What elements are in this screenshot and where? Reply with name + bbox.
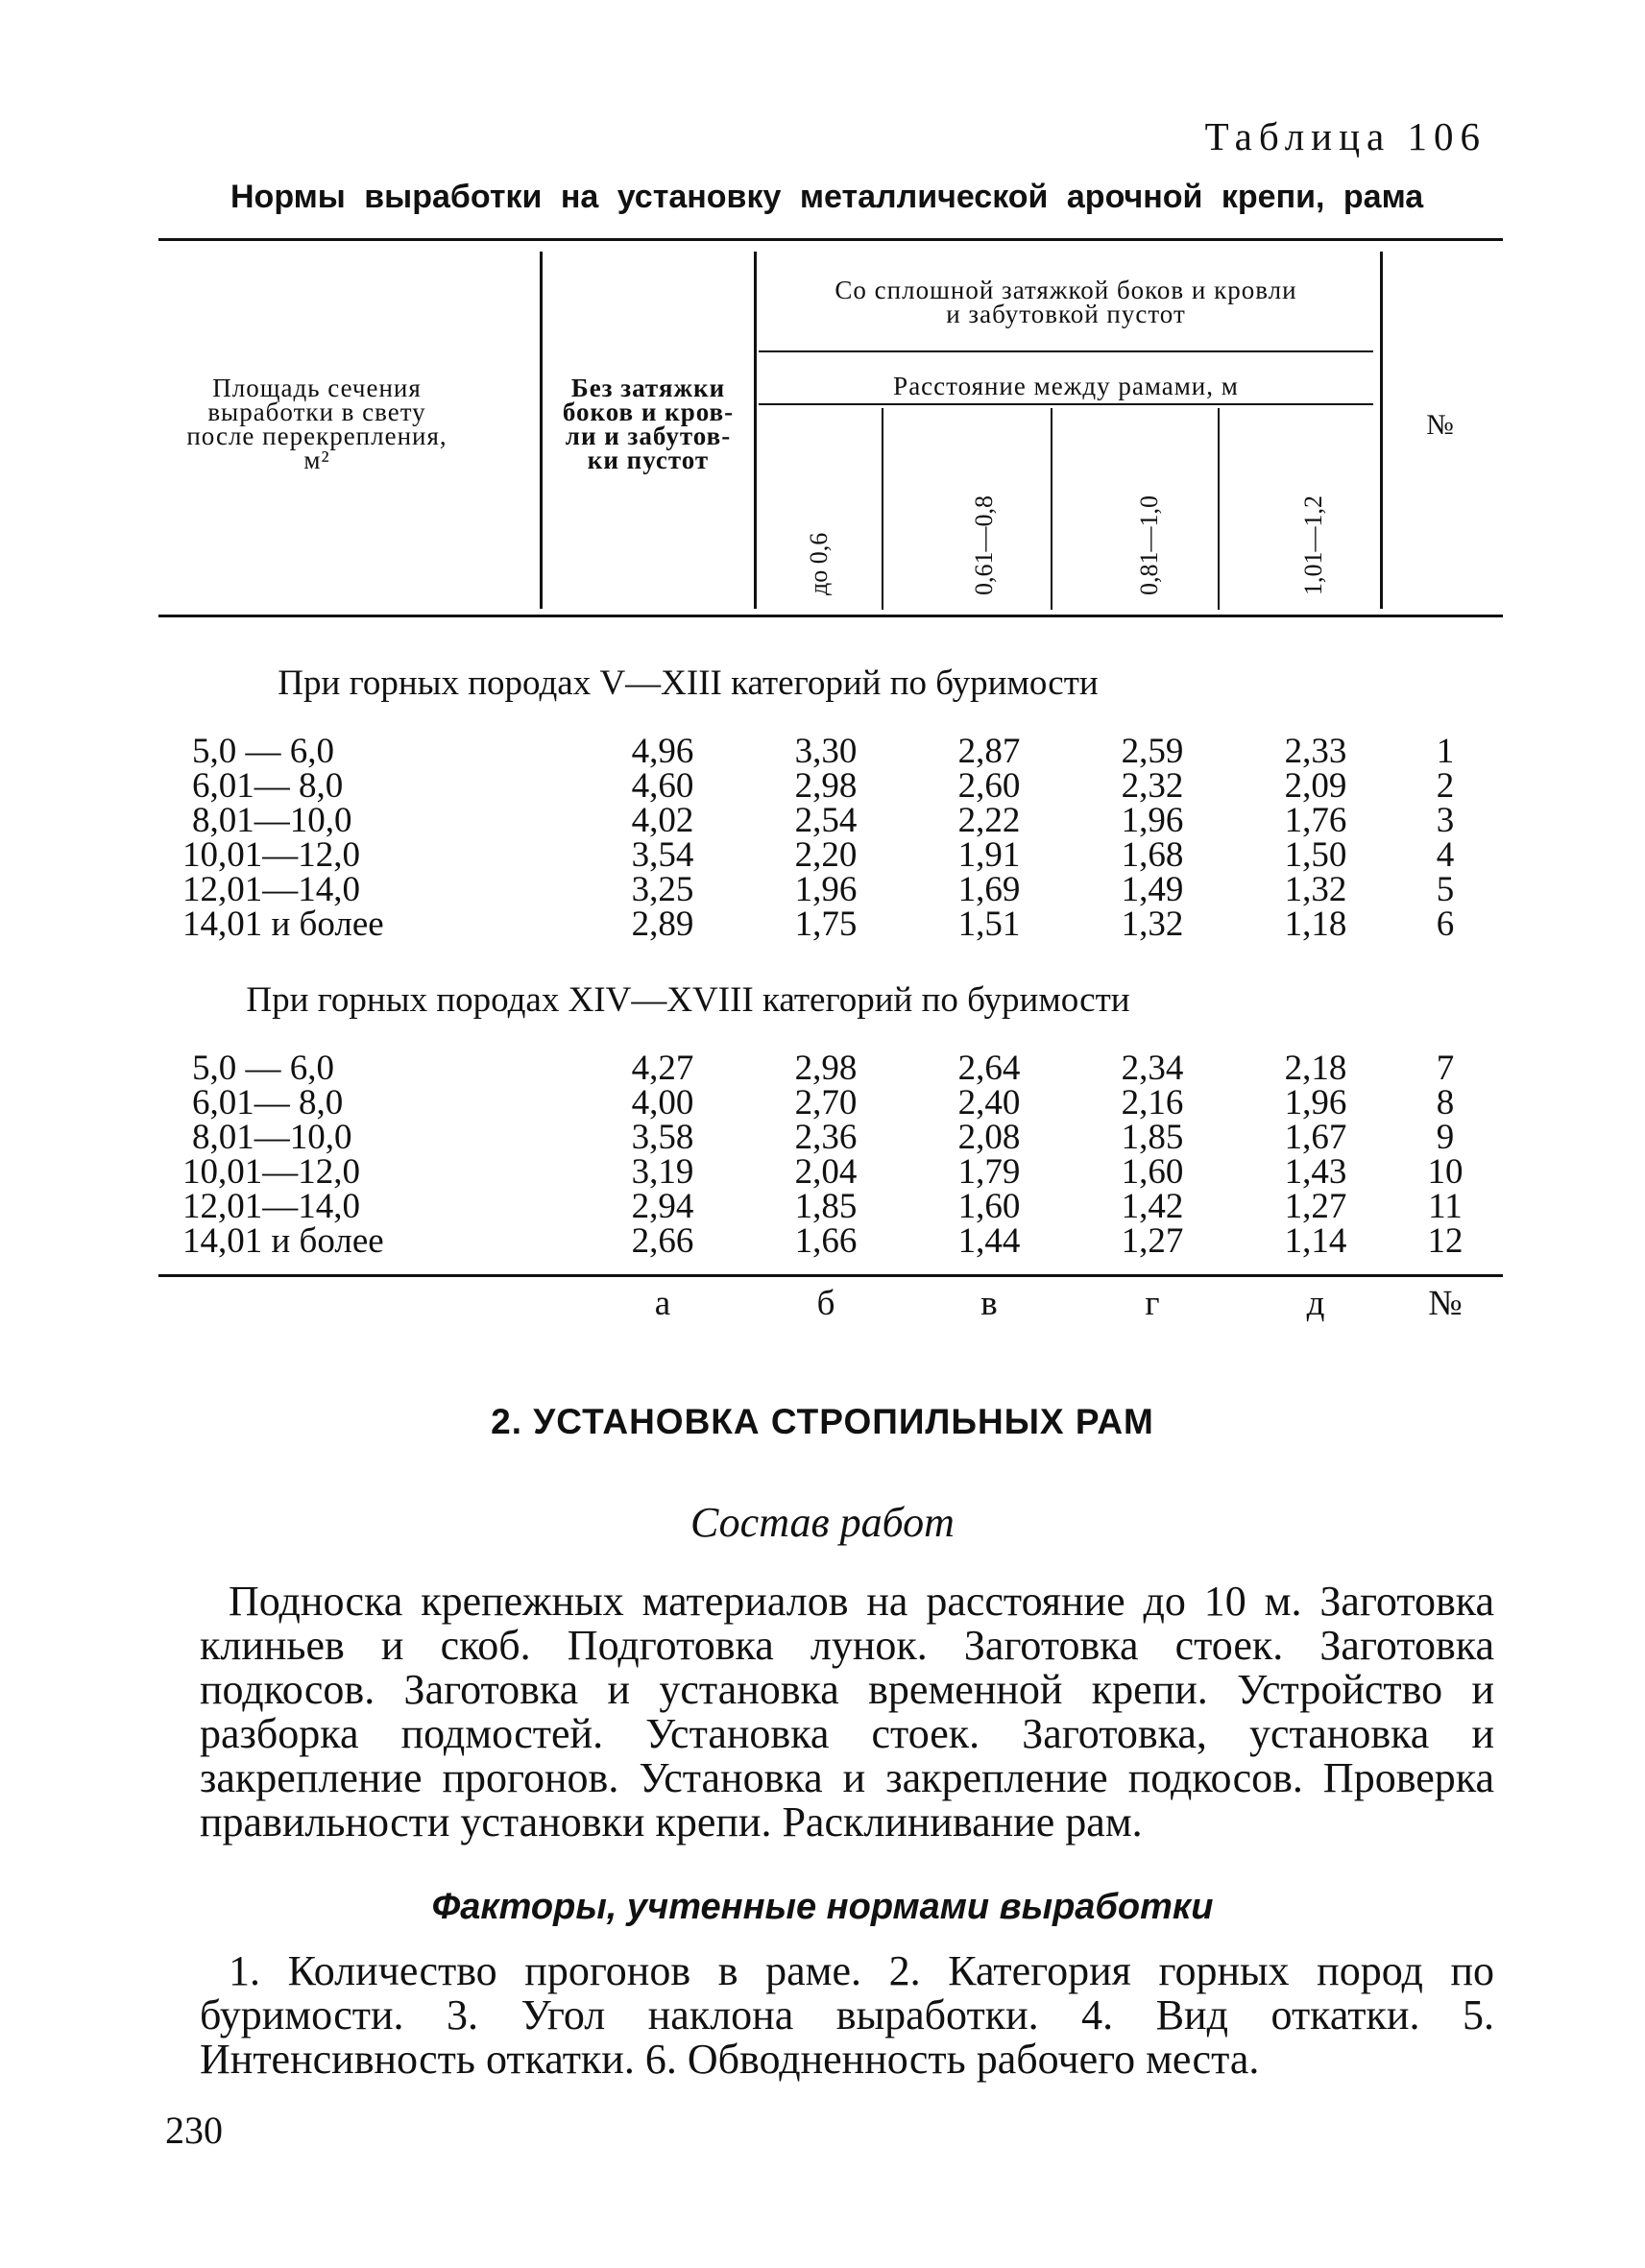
cell-g: 1,96 [1121,801,1184,840]
cell-g: 2,59 [1121,732,1184,771]
table-row [0,801,1645,840]
cell-a: 2,89 [631,905,694,944]
cell-d: 1,67 [1284,1118,1347,1157]
cell-area: 5,0 — 6,0 [192,1049,334,1088]
cell-area: 8,01—10,0 [192,1118,352,1157]
cell-area: 8,01—10,0 [192,801,352,840]
cell-g: 1,27 [1121,1221,1184,1261]
cell-d: 1,27 [1284,1187,1347,1226]
cell-d: 1,43 [1284,1152,1347,1192]
cell-no: 6 [1436,905,1455,944]
cell-v: 2,22 [957,801,1021,840]
distance-label: 0,61—0,8 [970,495,998,595]
cell-v: 2,60 [957,766,1021,806]
column-letter: г [1145,1284,1160,1323]
table-row [0,870,1645,909]
cell-g: 2,16 [1121,1083,1184,1122]
cell-v: 1,91 [957,835,1021,875]
category-title: При горных породах V—XIII категорий по буримости [278,664,1099,703]
cell-g: 1,60 [1121,1152,1184,1192]
work-title: Состав работ [690,1499,955,1546]
cell-no: 3 [1436,801,1455,840]
cell-area: 10,01—12,0 [182,1152,360,1192]
header-line: ли и забутов- [565,422,732,450]
cell-no: 1 [1436,732,1455,771]
table-bottom-rule [158,1274,1503,1277]
cell-no: 11 [1428,1187,1463,1226]
cell-d: 1,18 [1284,905,1347,944]
cell-no: 10 [1427,1152,1464,1192]
table-row [0,835,1645,875]
col-divider [1051,408,1052,610]
cell-b: 1,96 [794,870,858,909]
cell-a: 3,58 [631,1118,694,1157]
cell-area: 12,01—14,0 [182,870,360,909]
header-line: выработки в свету [207,398,426,426]
header-line: ки пустот [587,446,710,474]
cell-b: 2,54 [794,801,858,840]
col-divider [1218,408,1220,610]
cell-area: 6,01— 8,0 [192,766,344,806]
cell-g: 1,32 [1121,905,1184,944]
cell-a: 2,66 [631,1221,694,1261]
column-letter: № [1428,1284,1463,1323]
cell-area: 5,0 — 6,0 [192,732,334,771]
distance-header: Расстояние между рамами, м [893,372,1239,400]
cell-no: 7 [1436,1049,1455,1088]
cell-g: 1,49 [1121,870,1184,909]
cell-g: 1,42 [1121,1187,1184,1226]
cell-no: 8 [1436,1083,1455,1122]
table-title: Нормы выработки на установку металлической арочной крепи, рама [230,179,1424,215]
header-line: м² [303,446,330,474]
cell-d: 2,33 [1284,732,1347,771]
cell-a: 4,27 [631,1049,694,1088]
header-line: Со сплошной затяжкой боков и кровли [835,276,1297,304]
cell-d: 1,14 [1284,1221,1347,1261]
cell-v: 1,51 [957,905,1021,944]
column-letter: а [654,1284,671,1323]
cell-b: 1,75 [794,905,858,944]
factors-title: Факторы, учтенные нормами выработки [431,1887,1214,1927]
cell-d: 1,50 [1284,835,1347,875]
table-row [0,1152,1645,1192]
cell-a: 3,19 [631,1152,694,1192]
cell-area: 10,01—12,0 [182,835,360,875]
cell-a: 4,02 [631,801,694,840]
cell-b: 1,85 [794,1187,858,1226]
cell-g: 2,32 [1121,766,1184,806]
cell-b: 3,30 [794,732,858,771]
no-tie-header [543,376,754,472]
cell-a: 3,54 [631,835,694,875]
sub-rule [759,403,1373,405]
cell-v: 2,87 [957,732,1021,771]
cell-v: 2,40 [957,1083,1021,1122]
cell-d: 1,32 [1284,870,1347,909]
cell-b: 2,98 [794,1049,858,1088]
distance-label: до 0,6 [805,532,833,595]
cell-v: 2,64 [957,1049,1021,1088]
cell-area: 6,01— 8,0 [192,1083,344,1122]
cell-no: 4 [1436,835,1455,875]
table-label: Таблица 106 [1204,114,1487,158]
cell-no: 5 [1436,870,1455,909]
cell-d: 1,76 [1284,801,1347,840]
cell-g: 2,34 [1121,1049,1184,1088]
header-line: и забутовкой пустот [946,300,1186,328]
cell-a: 4,00 [631,1083,694,1122]
cell-b: 1,66 [794,1221,858,1261]
cell-g: 1,68 [1121,835,1184,875]
page-number: 230 [165,2109,223,2152]
cell-v: 1,69 [957,870,1021,909]
cell-b: 2,20 [794,835,858,875]
header-line: Без затяжки [570,374,726,402]
cell-b: 2,36 [794,1118,858,1157]
col-divider [754,252,757,609]
top-rule [158,238,1503,241]
column-letter: д [1306,1284,1325,1323]
work-text: Подноска крепежных материалов на расстояние до 10 м. Заготовка клиньев и скоб. Подготовка лунок. Заготовка стоек. Заготовка подкосов. Заготовка и установка временной крепи. Устройство и разборка подмостей. Установка стоек. Заготовка, установка и закрепление прогонов. Установка и закрепление подкосов. Проверка правильности установки крепи. Расклинивание рам. [200,1578,1494,1846]
cell-v: 1,60 [957,1187,1021,1226]
table-row [0,732,1645,771]
column-letters-row [0,1284,1645,1323]
cell-no: 9 [1436,1118,1455,1157]
cell-g: 1,85 [1121,1118,1184,1157]
cell-area: 14,01 и более [182,1221,384,1261]
cell-b: 2,70 [794,1083,858,1122]
cell-area: 12,01—14,0 [182,1187,360,1226]
cell-v: 1,79 [957,1152,1021,1192]
cell-a: 3,25 [631,870,694,909]
cell-b: 2,98 [794,766,858,806]
section-title: 2. УСТАНОВКА СТРОПИЛЬНЫХ РАМ [491,1402,1154,1441]
cell-no: 2 [1436,766,1455,806]
cell-v: 1,44 [957,1221,1021,1261]
cell-d: 2,18 [1284,1049,1347,1088]
header-line: Площадь сечения [212,374,422,402]
cell-a: 2,94 [631,1187,694,1226]
area-header [154,376,480,472]
col-divider [882,408,883,610]
number-header: № [1426,409,1455,441]
solid-tie-header [759,278,1373,326]
table-row [0,766,1645,806]
table-row [0,1118,1645,1157]
cell-a: 4,60 [631,766,694,806]
table-row [0,1083,1645,1122]
distance-label: 0,81—1,0 [1135,495,1163,595]
header-line: после перекрепления, [186,422,448,450]
header-bottom-rule [158,615,1503,617]
distance-label: 1,01—1,2 [1299,495,1327,595]
cell-area: 14,01 и более [182,905,384,944]
column-letter: в [980,1284,998,1323]
cell-d: 1,96 [1284,1083,1347,1122]
cell-no: 12 [1427,1221,1464,1261]
table-row [0,1187,1645,1226]
category-title: При горных породах XIV—XVIII категорий по буримости [246,980,1130,1020]
table-row [0,907,1645,942]
cell-b: 2,04 [794,1152,858,1192]
column-letter: б [816,1284,835,1323]
sub-rule [759,350,1373,352]
cell-a: 4,96 [631,732,694,771]
header-line: боков и кров- [562,398,735,426]
table-row [0,1221,1645,1261]
cell-d: 2,09 [1284,766,1347,806]
table-row [0,1051,1645,1086]
cell-v: 2,08 [957,1118,1021,1157]
factors-text: 1. Количество прогонов в раме. 2. Категория горных пород по буримости. 3. Угол наклона выработки. 4. Вид откатки. 5. Интенсивность откатки. 6. Обводненность рабочего места. [200,1947,1494,2083]
